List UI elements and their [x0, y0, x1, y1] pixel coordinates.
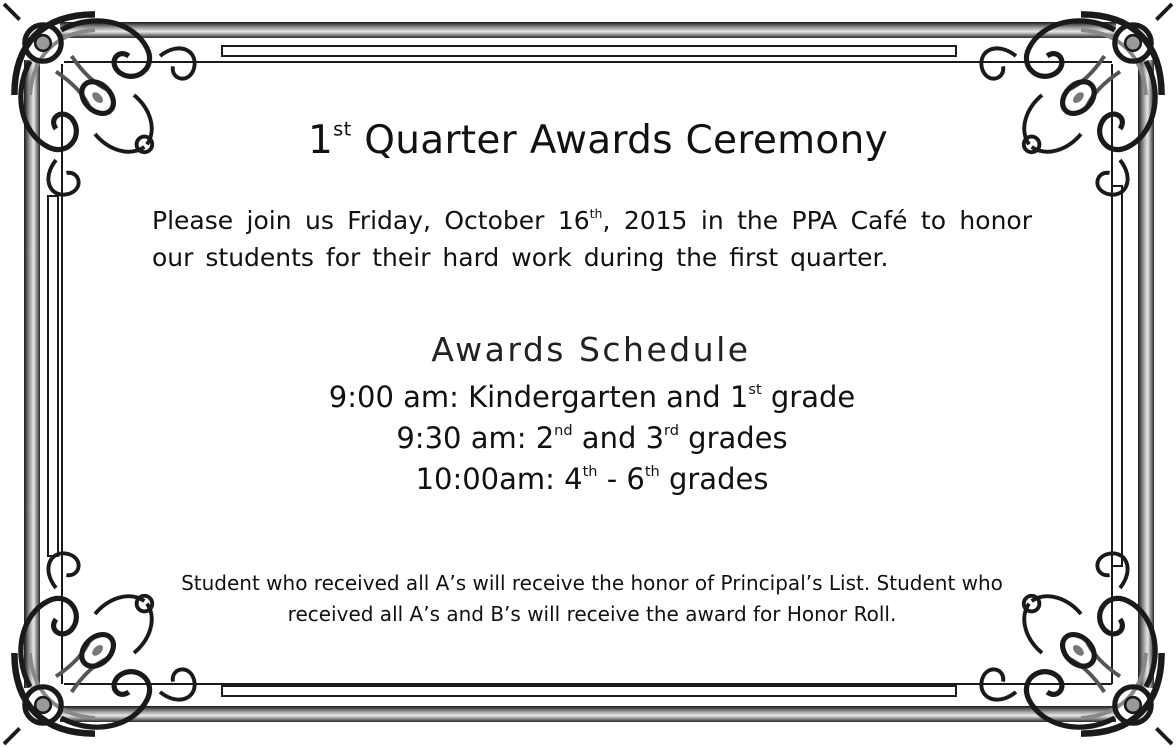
schedule-line: 9:00 am: Kindergarten and 1st grade — [328, 380, 856, 414]
page-title: 1st Quarter Awards Ceremony — [308, 117, 888, 163]
schedule-line: 10:00am: 4th - 6th grades — [415, 462, 769, 496]
invitation-paragraph: Please join us Friday, October 16th, 2015 in the PPA Café to honor our students for their hard work during the first quarter. — [152, 205, 1032, 272]
schedule-heading: Awards Schedule — [431, 330, 751, 369]
honor-criteria-note: Student who received all A’s will receive the honor of Principal’s List. Student who received all A’s and B’s will receive the award for Honor Roll. — [181, 571, 1003, 626]
schedule-line: 9:30 am: 2nd and 3rd grades — [396, 421, 788, 455]
top-border-bar — [60, 22, 1116, 38]
bottom-border-bar — [60, 706, 1116, 722]
